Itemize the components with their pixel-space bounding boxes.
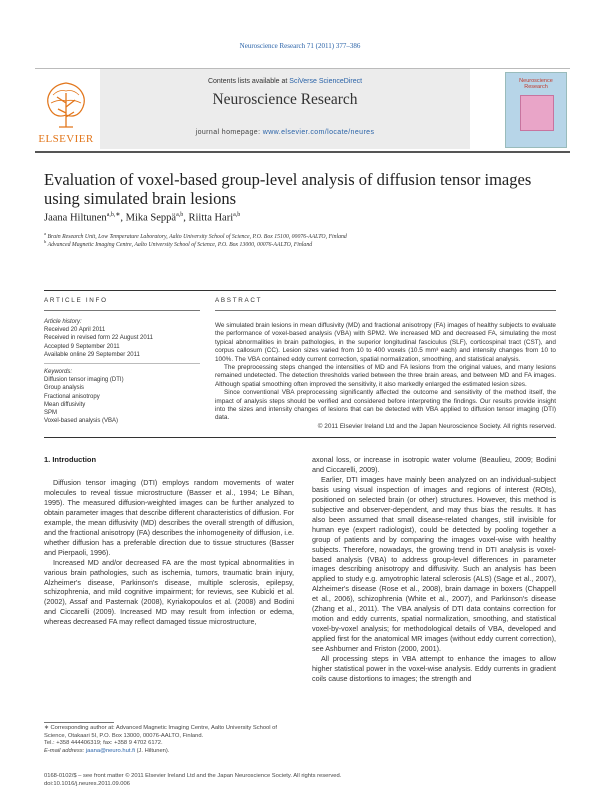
footnote-rule: [44, 722, 114, 723]
abstract-rule: [215, 310, 556, 311]
author-sup: a,b: [176, 212, 184, 218]
journal-name: Neuroscience Research: [212, 91, 358, 108]
author-name[interactable]: Riitta Hari: [188, 212, 234, 224]
keywords-label: Keywords:: [44, 369, 73, 375]
section-heading-introduction: 1. Introduction: [44, 455, 97, 464]
issn-line: 0168-0102/$ – see front matter © 2011 Elsevier Ireland Ltd and the Japan Neuroscience Society. All rights reserved.: [44, 773, 342, 779]
history-item: Received 20 April 2011: [44, 327, 106, 334]
journal-reference[interactable]: Neuroscience Research 71 (2011) 377–386: [239, 42, 361, 50]
abstract-bottom-rule: [44, 437, 556, 438]
body-paragraph: axonal loss, or increase in isotropic water volume (Beaulieu, 2009; Bodini and Ciccarelli, 2009).: [312, 455, 556, 474]
history-label: Article history:: [44, 319, 82, 325]
history-item: Accepted 9 September 2011: [44, 343, 120, 350]
keywords: [44, 368, 204, 425]
body-paragraph: Increased MD and/or decreased FA are the most typical abnormalities in various brain pathologies, such as ischemia, tumors, traumatic brain injury, Alzheimer's disease, Parkinson's disease, multiple sclerosis, epilepsy, schizophrenia, and mild cognitive impairment; for reviews, see Kubicki et al. (2002), Assaf and Pasternak (2008), Kyriakopoulos et al. (2008) and Bodini and Ciccarelli (2009). Increased MD may result from infection or edema, whereas decreased FA may reflect damaged tissue microstructure,: [44, 557, 294, 627]
corresponding-author: ∗ Corresponding author at: Advanced Magnetic Imaging Centre, Aalto University School of Science, Otakaari 5I, P.O. Box 13000, 00076-AALTO, Finland.: [44, 725, 277, 739]
keyword: Diffusion tensor imaging (DTI): [44, 377, 124, 384]
journal-cover-image: [505, 72, 567, 148]
author-list: Jaana Hiltunen$^{a,b,∗}$, Mika Seppä$^{a,b}$, Riitta Hari$^{a,b}$: [44, 212, 241, 224]
doi-link[interactable]: doi:10.1016/j.neures.2011.09.006: [44, 781, 130, 787]
abstract-paragraph: Since conventional VBA preprocessing significantly affected the outcome and sensitivity of the method itself, the impact of analysis steps should be verified and considered before interpreting the findings. Our results provide insight into the sizes and intensity changes of lesions that can be detected with VBA applied to diffusion tensor imaging (DTI) data.: [215, 389, 556, 422]
elsevier-logo: [37, 73, 95, 145]
keyword: Fractional anisotropy: [44, 393, 100, 400]
abstract-heading: ABSTRACT: [215, 297, 263, 304]
contents-line: [100, 78, 470, 85]
info-divider: [44, 363, 200, 364]
masthead-center: [100, 69, 470, 149]
abstract-copyright: © 2011 Elsevier Ireland Ltd and the Japan Neuroscience Society. All rights reserved.: [317, 422, 556, 430]
elsevier-tree-icon: [37, 73, 95, 131]
sciencedirect-link[interactable]: SciVerse ScienceDirect: [289, 78, 363, 85]
body-paragraph: Diffusion tensor imaging (DTI) employs random movements of water molecules to reveal tissue microstructure (Basser et al., 1994; Le Bihan, 1995). The measured diffusion-weighted images can be further analyzed to obtain parameter images that describe different characteristics of diffusion. For example, the mean diffusivity (MD) describes the overall strength of diffusion, and the fractional anisotropy (FA) describes the inhomogeneity of diffusion, i.e. whether diffusion has a preferable direction due to tissue structures (Basser and Pierpaoli, 1996).: [44, 478, 294, 557]
author-sup[interactable]: a,b,∗: [106, 212, 121, 218]
affiliation-a: $^a$ Brain Research Unit, Low Temperature Laboratory, Aalto University School of Science, P.O. Box 15100, 00076-AALTO, Finland: [44, 231, 347, 240]
abstract-paragraph: The preprocessing steps changed the intensities of MD and FA lesions from the original values, and many lesions remained undetected. The detection thresholds varied between the three brain areas, and between MD and FA images. Although spatial smoothing often improved the sensitivity, it also markedly enlarged the estimated lesion sizes.: [215, 364, 556, 388]
keyword: Group analysis: [44, 385, 85, 392]
abstract-paragraph: We simulated brain lesions in mean diffusivity (MD) and fractional anisotropy (FA) images of healthy subjects to evaluate the performance of voxel-based analysis (VBA) with SPM2. We increased MD and decreased FA, simulating the most typical abnormalities in brain pathologies, in the superior longitudinal fasciculus (SLF), corticospinal tract (CST), and corpus callosum (CC). Lesion sizes varied from 10 to 400 voxels (10.5 mm³ each) and intensity changes from 10 to 100%. The VBA contained eddy current correction, spatial normalization, smoothing, and statistical analysis.: [215, 322, 556, 363]
article-info-rule: [44, 310, 200, 311]
journal-homepage: [100, 129, 470, 136]
body-right-column: [312, 455, 556, 684]
author-sup: a,b: [233, 212, 241, 218]
contents-prefix: Contents lists available at: [207, 78, 290, 85]
body-paragraph: Earlier, DTI images have mainly been analyzed on an individual-subject basis using visual inspection of images and regions of interest (ROIs), positioned on selected brain (or other) structures. However, this method is subjective and observer-dependent, and may thus bias the results. It has also been assumed that small disease-related changes, still invisible for human eye (expert radiologist), could be detected by pooling together a group of patients and by comparing the images voxel-wise with healthy subjects. Therefore, nowadays, the growing trend in DTI analysis is voxel-based analysis (VBA) to address group-level differences in parameter images describing anisotropy and diffusivity. Such an analysis has been applied to study e.g. amyotrophic lateral sclerosis (ALS) (Sage et al., 2007), Alzheimer's disease (Rose et al., 2008), brain damage in boxers (Chappell et al., 2006), schizophrenia (White et al., 2007), and Parkinson's disease (Zhang et al., 2011). The VBA analysis of DTI data contains correction for motion and eddy currents, spatial normalization, smoothing, and statistical voxel-by-voxel analysis; for methodological details of VBA, developed and applied first for the anatomical MR images (without eddy current correction), see Ashburner and Friston (2000, 2001).: [312, 474, 556, 654]
journal-masthead: [35, 68, 570, 153]
homepage-prefix: journal homepage:: [195, 129, 263, 136]
article-title: Evaluation of voxel-based group-level analysis of diffusion tensor images using simulated brain lesions: [44, 170, 532, 208]
cover-artwork: [520, 95, 554, 131]
history-item: Available online 29 September 2011: [44, 351, 140, 358]
author-name[interactable]: Jaana Hiltunen: [44, 212, 107, 224]
history-item: Received in revised form 22 August 2011: [44, 335, 153, 342]
email-link[interactable]: jaana@neuro.hut.fi: [85, 747, 135, 754]
body-paragraph: All processing steps in VBA attempt to enhance the images to allow higher statistical power in the voxel-wise analysis. Eddy currents in gradient coils cause distortions to images; the strength and: [312, 654, 556, 683]
elsevier-wordmark: ELSEVIER: [38, 133, 94, 145]
corresponding-author-footnote: ∗ Corresponding author at: Advanced Magnetic Imaging Centre, Aalto University School of Science, Otakaari 5I, P.O. Box 13000, 00076-AALTO, Finland. Tel.: +358 444406319; fax: +358 9 4702 6172. E-mail address: jaana@neuro.hut.fi (J. Hiltunen).: [44, 725, 277, 754]
body-left-column: [44, 478, 294, 627]
section-divider: [44, 290, 556, 291]
article-info-heading: ARTICLE INFO: [44, 297, 108, 304]
email-label: E-mail address:: [44, 747, 86, 754]
abstract-body: [215, 322, 556, 431]
homepage-link[interactable]: www.elsevier.com/locate/neures: [262, 129, 375, 136]
article-history: [44, 318, 204, 359]
affiliation-b: $^b$ Advanced Magnetic Imaging Centre, Aalto University School of Science, P.O. Box 13000, 00076-AALTO, Finland: [44, 239, 313, 248]
cover-title: Neuroscience Research: [519, 78, 553, 90]
keyword: Voxel-based analysis (VBA): [44, 418, 119, 425]
keyword: Mean diffusivity: [44, 401, 86, 408]
author-name[interactable]: Mika Seppä: [125, 212, 177, 224]
contact-phone: Tel.: +358 444406319; fax: +358 9 4702 6172.: [44, 740, 163, 747]
keyword: SPM: [44, 410, 58, 417]
